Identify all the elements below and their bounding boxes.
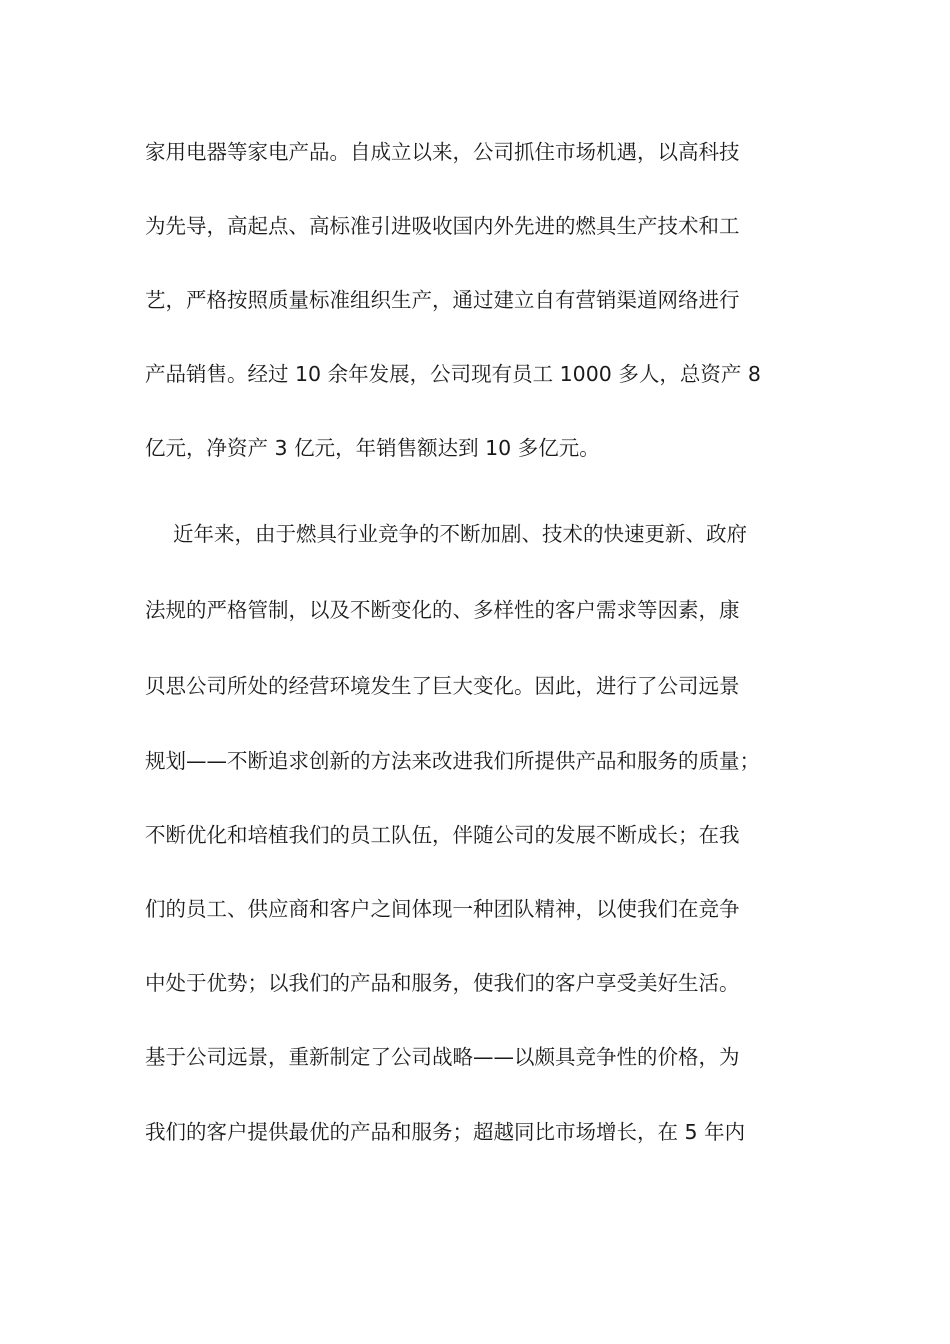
paragraph-1-line-2: 为先导，高起点、高标准引进吸收国内外先进的燃具生产技术和工 bbox=[145, 214, 740, 238]
paragraph-1-line-3: 艺，严格按照质量标准组织生产，通过建立自有营销渠道网络进行 bbox=[145, 288, 740, 312]
paragraph-2-line-5: 不断优化和培植我们的员工队伍，伴随公司的发展不断成长；在我 bbox=[145, 823, 740, 847]
paragraph-2-line-1: 近年来，由于燃具行业竞争的不断加剧、技术的快速更新、政府 bbox=[173, 522, 747, 546]
paragraph-2-line-2: 法规的严格管制，以及不断变化的、多样性的客户需求等因素，康 bbox=[145, 598, 740, 622]
paragraph-2-line-6: 们的员工、供应商和客户之间体现一种团队精神，以使我们在竞争 bbox=[145, 897, 740, 921]
paragraph-2-line-3: 贝思公司所处的经营环境发生了巨大变化。因此，进行了公司远景 bbox=[145, 674, 740, 698]
paragraph-1-line-5: 亿元，净资产 3 亿元，年销售额达到 10 多亿元。 bbox=[145, 436, 600, 460]
paragraph-2-line-9: 我们的客户提供最优的产品和服务；超越同比市场增长，在 5 年内 bbox=[145, 1120, 746, 1144]
paragraph-1-line-4: 产品销售。经过 10 余年发展，公司现有员工 1000 多人，总资产 8 bbox=[145, 362, 761, 386]
paragraph-1-line-1: 家用电器等家电产品。自成立以来，公司抓住市场机遇，以高科技 bbox=[145, 140, 740, 164]
paragraph-2-line-7: 中处于优势；以我们的产品和服务，使我们的客户享受美好生活。 bbox=[145, 971, 740, 995]
paragraph-2-line-8: 基于公司远景，重新制定了公司战略——以颇具竞争性的价格，为 bbox=[145, 1045, 740, 1069]
paragraph-2-line-4: 规划——不断追求创新的方法来改进我们所提供产品和服务的质量； bbox=[145, 749, 760, 773]
